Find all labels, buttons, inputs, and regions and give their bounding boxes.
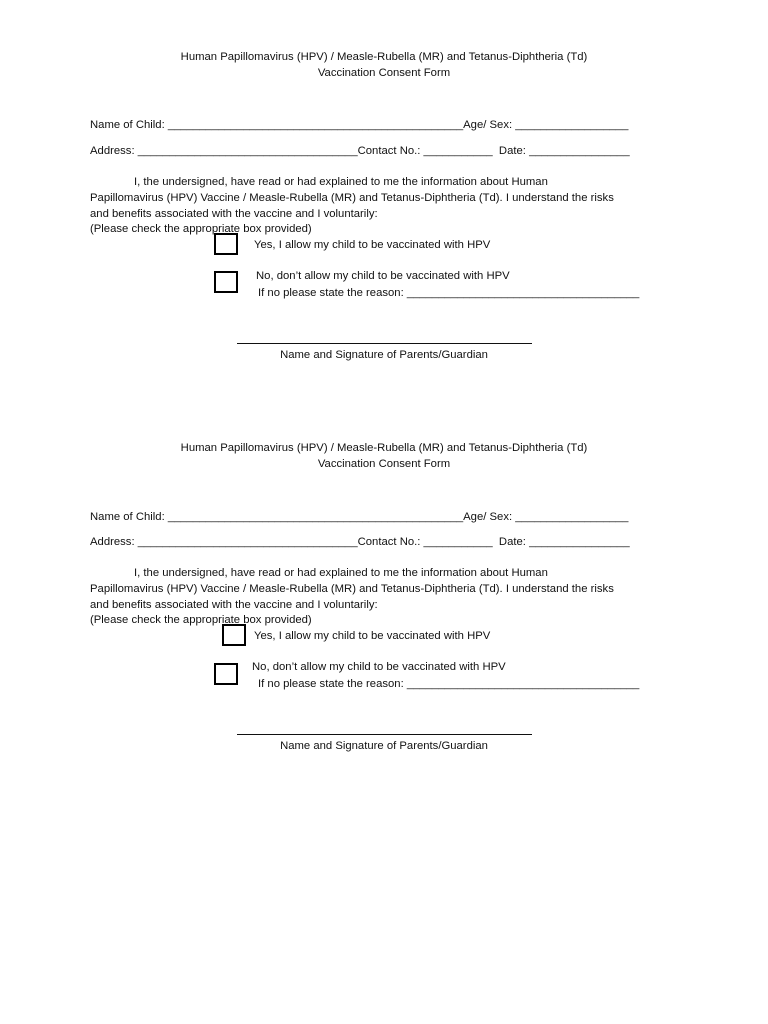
form-title-line-1: Human Papillomavirus (HPV) / Measle-Rubella (MR) and Tetanus-Diphtheria (Td) (180, 51, 588, 63)
yes-checkbox[interactable] (214, 233, 238, 255)
yes-option-label: Yes, I allow my child to be vaccinated with HPV (254, 239, 491, 251)
yes-checkbox[interactable] (222, 624, 246, 646)
consent-form-1 (0, 0, 768, 360)
consent-statement-line-1: I, the undersigned, have read or had explained to me the information about Human (134, 567, 548, 579)
form-title-line-2: Vaccination Consent Form (317, 67, 451, 79)
consent-statement-line-1: I, the undersigned, have read or had explained to me the information about Human (134, 176, 548, 188)
no-option-label: No, don’t allow my child to be vaccinated with HPV (256, 270, 510, 282)
check-instruction: (Please check the appropriate box provided) (90, 614, 312, 626)
name-of-child-field[interactable]: Name of Child: _______________________________________________Age/ Sex: __________________ (90, 511, 629, 523)
reason-field[interactable]: If no please state the reason: _____________________________________ (258, 678, 640, 690)
address-field[interactable]: Address: ___________________________________Contact No.: ___________ Date: ________________ (90, 536, 630, 548)
signature-label: Name and Signature of Parents/Guardian (280, 740, 488, 752)
no-checkbox[interactable] (214, 271, 238, 293)
consent-form-2 (0, 391, 768, 751)
address-field[interactable]: Address: ___________________________________Contact No.: ___________ Date: ________________ (90, 145, 630, 157)
form-title-line-1: Human Papillomavirus (HPV) / Measle-Rubella (MR) and Tetanus-Diphtheria (Td) (180, 442, 588, 454)
signature-label: Name and Signature of Parents/Guardian (280, 349, 488, 361)
name-of-child-field[interactable]: Name of Child: _______________________________________________Age/ Sex: __________________ (90, 119, 629, 131)
no-option-label: No, don’t allow my child to be vaccinated with HPV (252, 661, 506, 673)
consent-statement-line-3: and benefits associated with the vaccine and I voluntarily: (90, 599, 378, 611)
signature-line[interactable] (237, 343, 532, 344)
yes-option-label: Yes, I allow my child to be vaccinated with HPV (254, 630, 491, 642)
consent-statement-line-3: and benefits associated with the vaccine and I voluntarily: (90, 208, 378, 220)
signature-line[interactable] (237, 734, 532, 735)
form-title-line-2: Vaccination Consent Form (317, 458, 451, 470)
check-instruction: (Please check the appropriate box provided) (90, 223, 312, 235)
no-checkbox[interactable] (214, 663, 238, 685)
reason-field[interactable]: If no please state the reason: _____________________________________ (258, 287, 640, 299)
consent-statement-line-2: Papillomavirus (HPV) Vaccine / Measle-Rubella (MR) and Tetanus-Diphtheria (Td). I understand the risks (90, 583, 614, 595)
consent-statement-line-2: Papillomavirus (HPV) Vaccine / Measle-Rubella (MR) and Tetanus-Diphtheria (Td). I understand the risks (90, 192, 614, 204)
